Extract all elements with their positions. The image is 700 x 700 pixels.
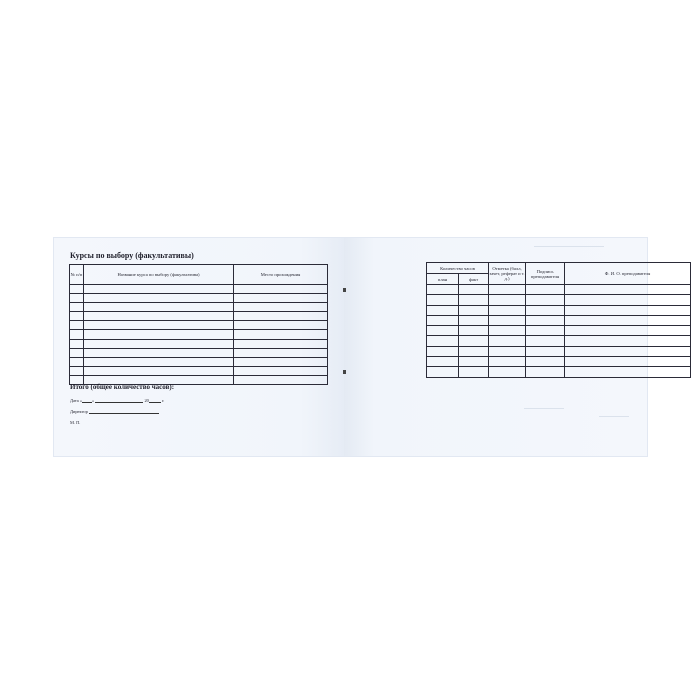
table-row [70, 312, 328, 321]
column-header-fact: факт [459, 274, 489, 285]
table-cell [459, 285, 489, 295]
table-cell [526, 357, 565, 367]
column-header-teacher: Ф. И. О. преподавателя [565, 263, 691, 285]
table-cell [234, 375, 328, 384]
table-cell [565, 305, 691, 315]
table-cell [70, 357, 84, 366]
table-row [427, 295, 691, 305]
date-quote: » [92, 398, 95, 403]
table-row [427, 315, 691, 325]
table-cell [234, 294, 328, 303]
column-header-place: Место прохождения [234, 265, 328, 285]
table-cell [234, 312, 328, 321]
table-cell [234, 303, 328, 312]
table-cell [489, 305, 526, 315]
table-cell [427, 357, 459, 367]
table-cell [427, 305, 459, 315]
faint-bleed-line [599, 416, 629, 417]
faint-bleed-line [534, 246, 604, 247]
table-cell [427, 326, 459, 336]
table-cell [526, 367, 565, 377]
director-signature-blank [89, 409, 159, 414]
faint-bleed-line [524, 408, 564, 409]
table-cell [565, 295, 691, 305]
table-cell [70, 303, 84, 312]
table-cell [70, 321, 84, 330]
table-cell [70, 366, 84, 375]
table-cell [70, 285, 84, 294]
column-header-course-name: Название курса по выбору (факультатива) [84, 265, 234, 285]
table-cell [70, 339, 84, 348]
table-cell [459, 326, 489, 336]
table-cell [84, 285, 234, 294]
table-cell [234, 285, 328, 294]
table-cell [427, 346, 459, 356]
table-cell [234, 348, 328, 357]
table-cell [459, 367, 489, 377]
table-row [70, 357, 328, 366]
table-cell [526, 285, 565, 295]
table-cell [489, 295, 526, 305]
table-row [427, 357, 691, 367]
table-cell [459, 357, 489, 367]
table-cell [84, 294, 234, 303]
date-year: 20 [144, 398, 149, 403]
table-cell [70, 330, 84, 339]
table-cell [526, 305, 565, 315]
table-cell [234, 339, 328, 348]
table-cell [427, 367, 459, 377]
spine-staple [343, 288, 346, 292]
table-cell [84, 366, 234, 375]
column-header-hours: Количество часов [427, 263, 489, 274]
director-label: Директор [70, 409, 88, 414]
column-header-mark: Отметка (балл, зачет, реферат и т. д.) [489, 263, 526, 285]
table-cell [84, 312, 234, 321]
table-cell [234, 357, 328, 366]
table-cell [489, 285, 526, 295]
table-cell [234, 321, 328, 330]
table-row [70, 330, 328, 339]
table-cell [459, 305, 489, 315]
table-header-row [427, 263, 691, 274]
table-cell [526, 326, 565, 336]
table-cell [84, 321, 234, 330]
left-page-title: Курсы по выбору (факультативы) [70, 251, 194, 260]
table-cell [489, 336, 526, 346]
spine-staple [343, 370, 346, 374]
table-cell [234, 366, 328, 375]
table-cell [84, 339, 234, 348]
table-cell [526, 336, 565, 346]
open-booklet [54, 238, 651, 456]
table-cell [565, 346, 691, 356]
table-cell [459, 315, 489, 325]
table-cell [427, 315, 459, 325]
hours-table-body [427, 285, 691, 378]
table-cell [489, 326, 526, 336]
table-cell [70, 348, 84, 357]
table-cell [526, 295, 565, 305]
left-page [54, 238, 344, 456]
table-row [427, 326, 691, 336]
director-line [70, 409, 159, 414]
total-hours-label: Итого (общее количество часов): [70, 383, 175, 391]
table-cell [84, 330, 234, 339]
table-row [70, 339, 328, 348]
right-page [344, 238, 651, 456]
table-cell [565, 315, 691, 325]
table-row [70, 348, 328, 357]
table-cell [70, 294, 84, 303]
date-suffix: г. [161, 398, 165, 403]
table-row [427, 346, 691, 356]
table-row [70, 303, 328, 312]
column-header-signature: Подпись преподавателя [526, 263, 565, 285]
month-blank [95, 398, 143, 403]
table-cell [84, 348, 234, 357]
table-row [427, 367, 691, 377]
table-cell [526, 346, 565, 356]
table-row [427, 305, 691, 315]
table-row [70, 294, 328, 303]
table-cell [70, 312, 84, 321]
table-cell [565, 285, 691, 295]
courses-table [69, 264, 328, 385]
stamp-label: М. П. [70, 420, 81, 425]
table-cell [84, 357, 234, 366]
table-row [70, 285, 328, 294]
table-cell [565, 357, 691, 367]
table-row [427, 285, 691, 295]
table-cell [459, 295, 489, 305]
hours-table [426, 262, 691, 378]
courses-table-body [70, 285, 328, 385]
table-cell [84, 303, 234, 312]
table-cell [427, 336, 459, 346]
table-cell [565, 326, 691, 336]
table-cell [526, 315, 565, 325]
date-line [70, 398, 164, 403]
table-cell [459, 336, 489, 346]
table-row [70, 321, 328, 330]
table-cell [427, 285, 459, 295]
table-row [427, 336, 691, 346]
column-header-plan: план [427, 274, 459, 285]
table-cell [489, 346, 526, 356]
table-header-row [70, 265, 328, 285]
year-blank [149, 398, 161, 403]
day-blank [82, 398, 95, 403]
table-row [70, 366, 328, 375]
table-cell [427, 295, 459, 305]
table-cell [565, 336, 691, 346]
table-cell [459, 346, 489, 356]
table-cell [489, 367, 526, 377]
table-cell [489, 357, 526, 367]
table-cell [565, 367, 691, 377]
table-cell [234, 330, 328, 339]
column-header-number: № п/п [70, 265, 84, 285]
table-cell [489, 315, 526, 325]
date-prefix: Дата « [70, 398, 83, 403]
